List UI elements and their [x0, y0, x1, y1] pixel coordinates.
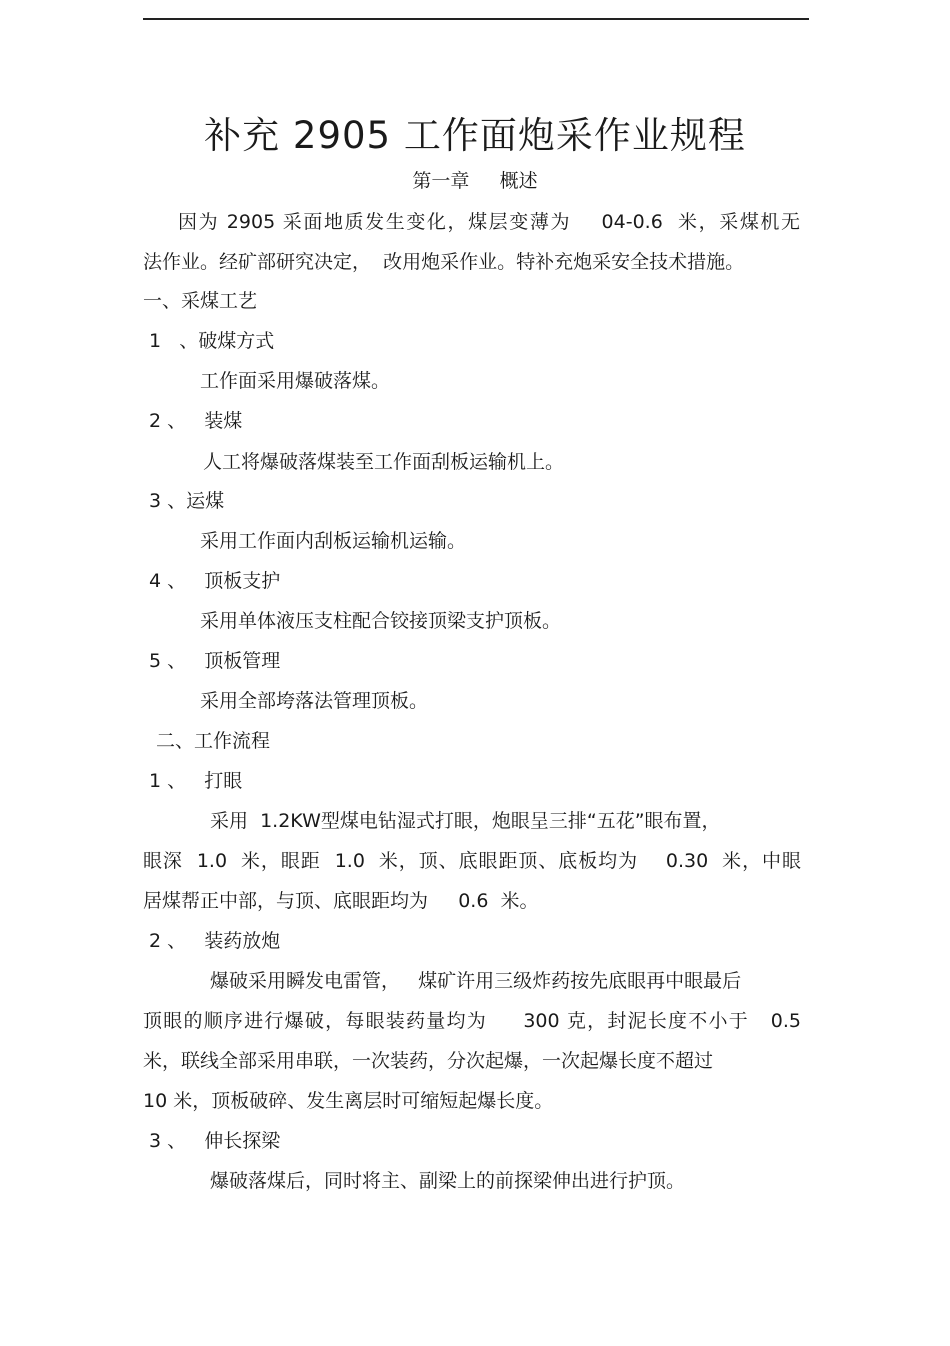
- paragraph-line: 爆破采用瞬发电雷管， 煤矿许用三级炸药按先底眼再中眼最后: [210, 970, 742, 992]
- subsection-heading: 5 、 顶板管理: [149, 650, 281, 672]
- paragraph-line: 10 米，顶板破碎、发生离层时可缩短起爆长度。: [143, 1090, 554, 1112]
- paragraph-line: 顶眼的顺序进行爆破，每眼装药量均为 300 克，封泥长度不小于 0.5: [143, 1010, 801, 1032]
- section-heading: 二、工作流程: [156, 730, 271, 752]
- paragraph-line: 采用工作面内刮板运输机运输。: [200, 530, 467, 552]
- document-title: 补充 2905 工作面炮采作业规程: [204, 114, 746, 157]
- subsection-heading: 3 、 伸长探梁: [149, 1130, 281, 1152]
- paragraph-line: 采用单体液压支柱配合铰接顶梁支护顶板。: [200, 610, 562, 632]
- paragraph-line: 人工将爆破落煤装至工作面刮板运输机上。: [203, 451, 565, 473]
- paragraph-line: 爆破落煤后，同时将主、副梁上的前探梁伸出进行护顶。: [210, 1170, 686, 1192]
- paragraph-line: 因为 2905 采面地质发生变化，煤层变薄为 04-0.6 米，采煤机无: [178, 211, 800, 233]
- header-rule: [143, 18, 809, 20]
- paragraph-line: 采用 1.2KW型煤电钻湿式打眼，炮眼呈三排“五花”眼布置，: [210, 810, 721, 832]
- subsection-heading: 1 、 打眼: [149, 770, 243, 792]
- subsection-heading: 2 、 装煤: [149, 410, 243, 432]
- paragraph-line: 米，联线全部采用串联，一次装药，分次起爆，一次起爆长度不超过: [143, 1050, 714, 1072]
- chapter-heading: 第一章 概述: [412, 170, 538, 192]
- paragraph-line: 眼深 1.0 米，眼距 1.0 米，顶、底眼距顶、底板均为 0.30 米，中眼: [143, 850, 801, 872]
- paragraph-line: 法作业。经矿部研究决定， 改用炮采作业。特补充炮采安全技术措施。: [143, 251, 745, 273]
- paragraph-line: 居煤帮正中部，与顶、底眼距均为 0.6 米。: [143, 890, 539, 912]
- subsection-heading: 1 、破煤方式: [149, 330, 275, 352]
- paragraph-line: 工作面采用爆破落煤。: [200, 370, 391, 392]
- paragraph-line: 采用全部垮落法管理顶板。: [200, 690, 429, 712]
- section-heading: 一、采煤工艺: [143, 290, 258, 312]
- subsection-heading: 2 、 装药放炮: [149, 930, 281, 952]
- subsection-heading: 4 、 顶板支护: [149, 570, 281, 592]
- subsection-heading: 3 、运煤: [149, 490, 225, 512]
